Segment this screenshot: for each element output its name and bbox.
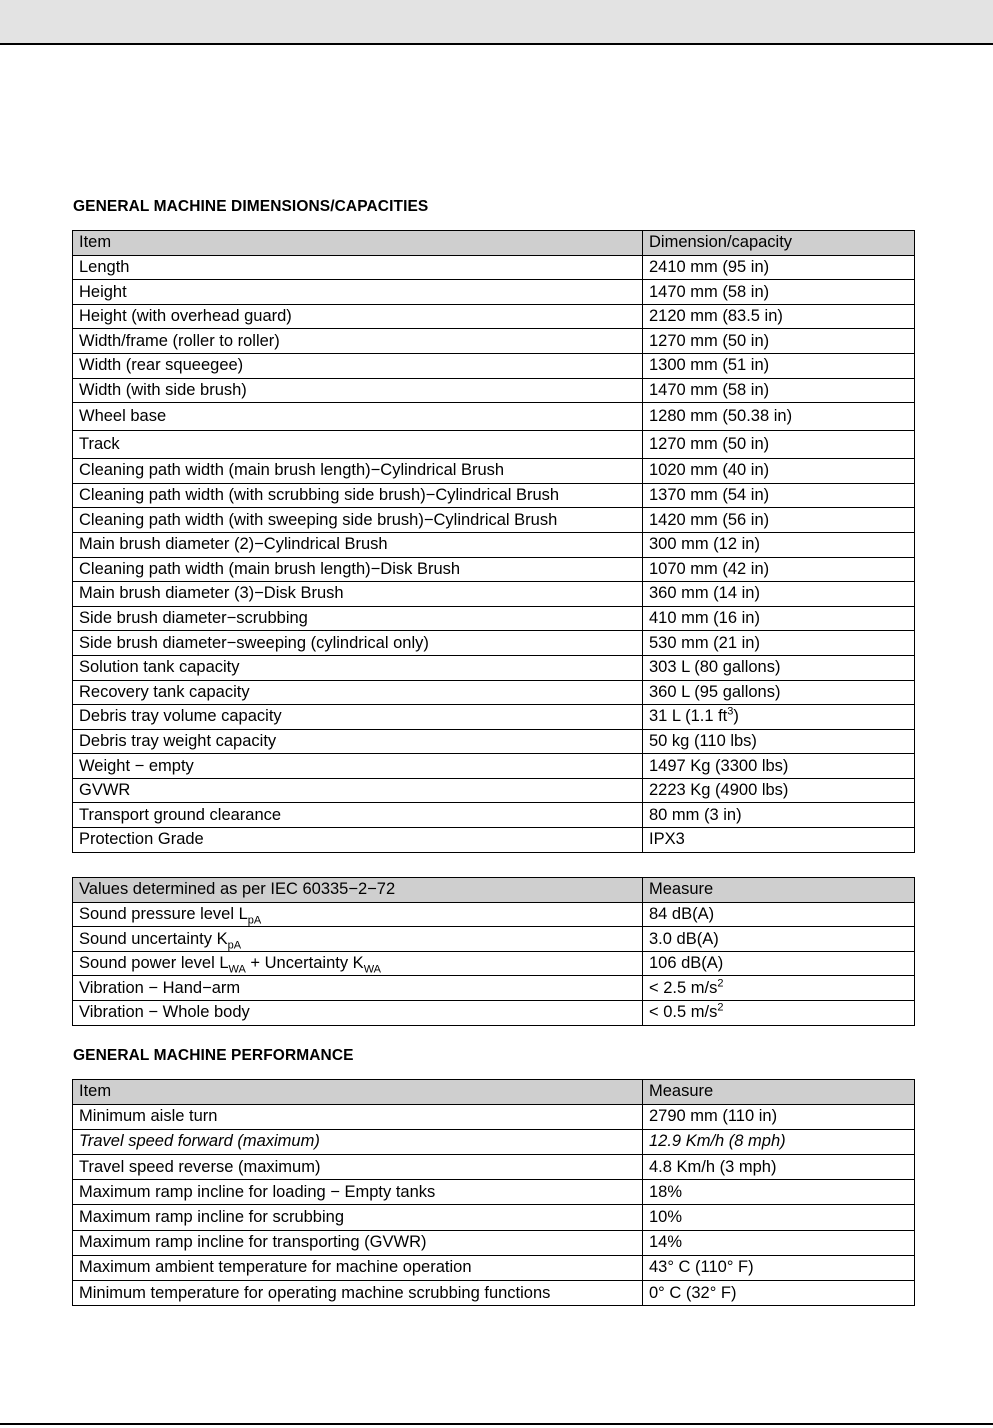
value-cell: 360 mm (14 in) [643, 582, 915, 607]
item-cell: Vibration − Whole body [73, 1000, 643, 1025]
item-cell [73, 902, 643, 927]
column-header-item: Item [73, 1080, 643, 1105]
table-row [73, 1255, 915, 1280]
table-row [73, 508, 915, 533]
item-cell: Protection Grade [73, 828, 643, 853]
value-cell: 300 mm (12 in) [643, 532, 915, 557]
item-cell: Width/frame (roller to roller) [73, 329, 643, 354]
value-cell: 1270 mm (50 in) [643, 329, 915, 354]
table-row [73, 828, 915, 853]
value-cell: IPX3 [643, 828, 915, 853]
table-row [73, 729, 915, 754]
table-row [73, 353, 915, 378]
value-cell: 2223 Kg (4900 lbs) [643, 778, 915, 803]
value-superscript: 2 [717, 977, 724, 990]
item-subscript: pA [227, 938, 242, 951]
value-text: < 2.5 m/s [649, 978, 718, 997]
table-row [73, 403, 915, 431]
value-cell: 1300 mm (51 in) [643, 353, 915, 378]
value-cell: 106 dB(A) [643, 951, 915, 976]
value-cell: 1270 mm (50 in) [643, 431, 915, 459]
item-text: Sound uncertainty K [79, 929, 228, 948]
item-cell: Maximum ramp incline for loading − Empty tanks [73, 1180, 643, 1205]
item-cell: Travel speed forward (maximum) [73, 1129, 643, 1154]
table-row [73, 754, 915, 779]
item-subscript: WA [228, 963, 246, 976]
column-header-measure: Measure [643, 878, 915, 903]
value-cell: 1280 mm (50.38 in) [643, 403, 915, 431]
column-header-measure: Measure [643, 1080, 915, 1105]
table-row [73, 1205, 915, 1230]
table-row [73, 951, 915, 976]
value-cell: 50 kg (110 lbs) [643, 729, 915, 754]
table-header-row [73, 231, 915, 256]
dimensions-table [72, 230, 915, 853]
value-cell: 84 dB(A) [643, 902, 915, 927]
table-row [73, 459, 915, 484]
sound-vibration-table [72, 877, 915, 1026]
value-text: 31 L (1.1 ft [649, 707, 728, 726]
performance-table [72, 1079, 915, 1306]
table-row [73, 631, 915, 656]
value-cell [643, 976, 915, 1001]
item-cell: Height [73, 280, 643, 305]
value-cell: 3.0 dB(A) [643, 927, 915, 952]
item-cell: Weight − empty [73, 754, 643, 779]
item-cell: Vibration − Hand−arm [73, 976, 643, 1001]
column-header-item: Item [73, 231, 643, 256]
item-cell: Side brush diameter−scrubbing [73, 606, 643, 631]
item-text: Sound power level L [79, 954, 229, 973]
value-cell: 80 mm (3 in) [643, 803, 915, 828]
section-title-performance: GENERAL MACHINE PERFORMANCE [73, 1047, 354, 1064]
table-row [73, 431, 915, 459]
item-cell: Maximum ramp incline for transporting (GVWR) [73, 1230, 643, 1255]
item-text: Sound pressure level L [79, 904, 248, 923]
value-cell: 360 L (95 gallons) [643, 680, 915, 705]
table-row [73, 976, 915, 1001]
table-row [73, 655, 915, 680]
section-title-dimensions: GENERAL MACHINE DIMENSIONS/CAPACITIES [73, 198, 429, 215]
item-cell: Wheel base [73, 403, 643, 431]
table-row [73, 378, 915, 403]
value-superscript: 2 [717, 1001, 724, 1014]
item-cell: Maximum ambient temperature for machine operation [73, 1255, 643, 1280]
table-row [73, 1104, 915, 1129]
item-cell: Width (rear squeegee) [73, 353, 643, 378]
item-cell: Main brush diameter (3)−Disk Brush [73, 582, 643, 607]
table-row [73, 1230, 915, 1255]
value-cell: 18% [643, 1180, 915, 1205]
value-cell: 10% [643, 1205, 915, 1230]
value-cell [643, 705, 915, 730]
item-cell: Side brush diameter−sweeping (cylindrical only) [73, 631, 643, 656]
value-cell [643, 1000, 915, 1025]
value-cell: 1470 mm (58 in) [643, 378, 915, 403]
value-cell: 1020 mm (40 in) [643, 459, 915, 484]
item-cell: Minimum aisle turn [73, 1104, 643, 1129]
table-row [73, 1154, 915, 1179]
table-row [73, 1129, 915, 1154]
table-row [73, 280, 915, 305]
item-cell: Cleaning path width (main brush length)−Cylindrical Brush [73, 459, 643, 484]
item-cell: Travel speed reverse (maximum) [73, 1154, 643, 1179]
table-row [73, 927, 915, 952]
item-cell: Debris tray volume capacity [73, 705, 643, 730]
table-row [73, 1180, 915, 1205]
item-cell: Maximum ramp incline for scrubbing [73, 1205, 643, 1230]
item-subscript: pA [247, 914, 262, 927]
table-row [73, 329, 915, 354]
item-cell: Main brush diameter (2)−Cylindrical Brush [73, 532, 643, 557]
item-cell: Debris tray weight capacity [73, 729, 643, 754]
item-subscript: WA [363, 963, 381, 976]
table-row [73, 680, 915, 705]
item-cell [73, 927, 643, 952]
item-cell: Track [73, 431, 643, 459]
table-row [73, 532, 915, 557]
table-row [73, 606, 915, 631]
value-cell: 2410 mm (95 in) [643, 255, 915, 280]
column-header-values: Values determined as per IEC 60335−2−72 [73, 878, 643, 903]
item-cell: Cleaning path width (with sweeping side brush)−Cylindrical Brush [73, 508, 643, 533]
item-cell: Recovery tank capacity [73, 680, 643, 705]
item-cell: Height (with overhead guard) [73, 304, 643, 329]
value-cell: 14% [643, 1230, 915, 1255]
value-cell: 2120 mm (83.5 in) [643, 304, 915, 329]
item-cell: Width (with side brush) [73, 378, 643, 403]
value-cell: 530 mm (21 in) [643, 631, 915, 656]
value-cell: 43° C (110° F) [643, 1255, 915, 1280]
item-cell: Length [73, 255, 643, 280]
item-cell [73, 951, 643, 976]
column-header-dimension: Dimension/capacity [643, 231, 915, 256]
item-cell: Transport ground clearance [73, 803, 643, 828]
page-header-bar [0, 0, 993, 45]
value-superscript: 3 [727, 705, 734, 718]
table-header-row [73, 878, 915, 903]
value-cell: 1070 mm (42 in) [643, 557, 915, 582]
table-row [73, 483, 915, 508]
table-header-row [73, 1080, 915, 1105]
value-cell: 12.9 Km/h (8 mph) [643, 1129, 915, 1154]
value-cell: 4.8 Km/h (3 mph) [643, 1154, 915, 1179]
item-cell: Minimum temperature for operating machine scrubbing functions [73, 1280, 643, 1305]
table-row [73, 778, 915, 803]
table-row [73, 582, 915, 607]
table-row [73, 255, 915, 280]
item-cell: Cleaning path width (main brush length)−Disk Brush [73, 557, 643, 582]
value-cell: 1470 mm (58 in) [643, 280, 915, 305]
table-row [73, 902, 915, 927]
value-cell: 1420 mm (56 in) [643, 508, 915, 533]
value-close-paren: ) [733, 707, 739, 726]
value-cell: 0° C (32° F) [643, 1280, 915, 1305]
value-cell: 1370 mm (54 in) [643, 483, 915, 508]
table-row [73, 705, 915, 730]
value-cell: 1497 Kg (3300 lbs) [643, 754, 915, 779]
item-cell: GVWR [73, 778, 643, 803]
item-text-suffix: + Uncertainty K [245, 954, 364, 973]
table-row [73, 1000, 915, 1025]
value-text: < 0.5 m/s [649, 1003, 718, 1022]
value-cell: 303 L (80 gallons) [643, 655, 915, 680]
table-row [73, 304, 915, 329]
page-footer-rule [0, 1423, 993, 1425]
table-row [73, 803, 915, 828]
item-cell: Cleaning path width (with scrubbing side brush)−Cylindrical Brush [73, 483, 643, 508]
value-cell: 2790 mm (110 in) [643, 1104, 915, 1129]
item-cell: Solution tank capacity [73, 655, 643, 680]
table-row [73, 557, 915, 582]
table-row [73, 1280, 915, 1305]
value-cell: 410 mm (16 in) [643, 606, 915, 631]
